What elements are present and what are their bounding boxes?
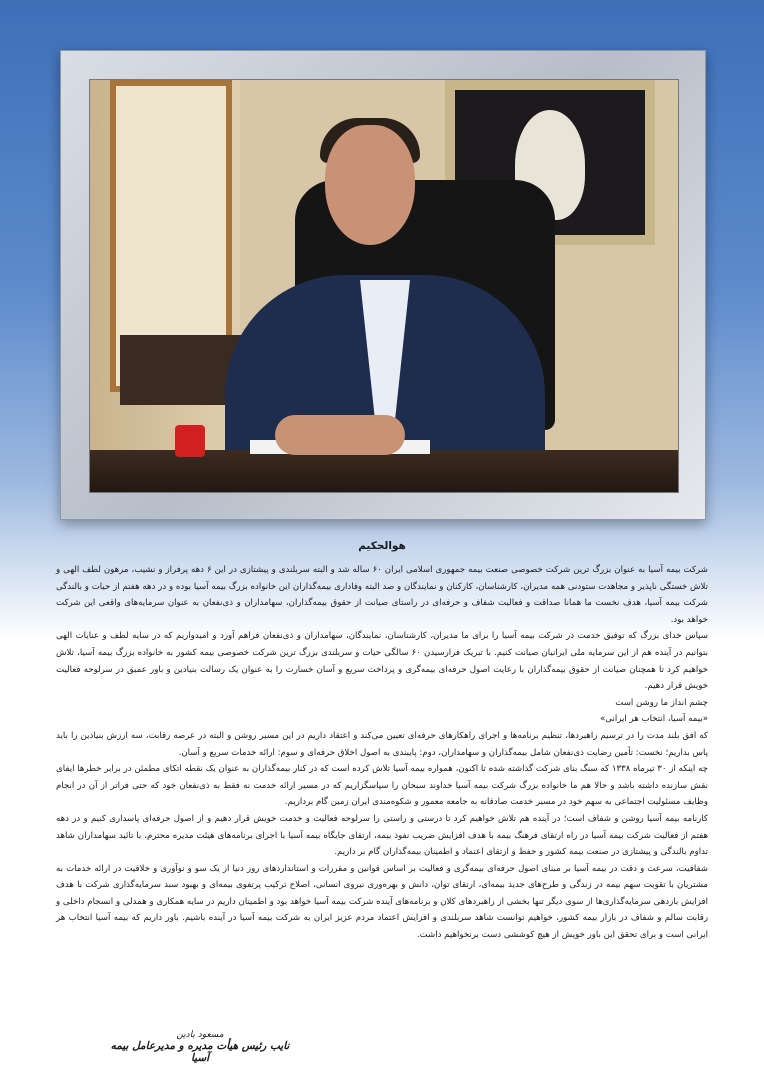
ceo-portrait-photo xyxy=(89,79,679,493)
photo-red-stamp xyxy=(175,425,205,457)
signature-name: مسعود بادین xyxy=(176,1030,224,1040)
letter-paragraph-5: کارنامه بیمه آسیا روشن و شفاف است؛ در آینده هم تلاش خواهیم کرد تا درستی و راستی را سرلوحه فعالیت و خدمت خویش قرار دهیم و از اصول حرفه‌ای پاسداری کنیم و در دهه هفتم از فعالیت شرکت بیمه آسیا در راه ارتقای فرهنگ بیمه با هدف افزایش ضریب نفوذ بیمه، ارتقای جایگاه بیمه آسیا با اجرای برنامه‌های هیئت مدیره محترم، با تائید سهامداران شاهد تداوم بالندگی و پیشتازی در صنعت بیمه کشور و حفظ و ارتقای اعتماد و اطمینان بیمه‌گذاران گام بر داریم. xyxy=(56,813,708,858)
photo-frame xyxy=(60,50,706,520)
letter-heading: هوالحکیم xyxy=(358,540,406,552)
letter-slogan: «بیمه آسیا، انتخاب هر ایرانی» xyxy=(600,714,708,725)
letter-paragraph-6: شفافیت، سرعت و دقت در بیمه آسیا بر مبنای اصول حرفه‌ای بیمه‌گری و فعالیت بر اساس قوانین و مقررات و استانداردهای روز دنیا از یک سو و نوآوری و خلاقیت در ارائه خدمات به مشتریان با تقویت سهم بیمه در زندگی و طرح‌های جدید بیمه‌ای، ارتقای توان، دانش و بهره‌وری نیروی انسانی، اصلاح ترکیب پرتفوی بیمه‌ای و بهبود سبد سرمایه‌گذاری شرکت با هدف افزایش بازدهی سرمایه‌گذاری‌ها از سوی دیگر تنها بخشی از راهبردهای کلان و برنامه‌های آینده شرکت بیمه آسیا خواهد بود و اطمینان داریم در سایه همکاری و همدلی و انسجام داخلی و رقابت سالم و شفاف در بازار بیمه کشور، خواهیم توانست شاهد سربلندی و افزایش اعتماد مردم عزیز ایران به شرکت بیمه آسیا در آینده باشیم. باور داریم که بیمه آسیا انتخاب هر ایرانی است و برای تحقق این باور خویش از هیچ کوششی دست برنخواهیم داشت. xyxy=(56,863,708,941)
letter-body xyxy=(56,540,708,944)
photo-hands xyxy=(275,415,405,455)
letter-paragraph-1: شرکت بیمه آسیا به عنوان بزرگ ترین شرکت خصوصی صنعت بیمه جمهوری اسلامی ایران ۶۰ ساله شد و البته سربلندی و پیشتازی در این ۶ دهه پرفراز و نشیب، مرهون لطف الهی و تلاش خستگی ناپذیر و مجاهدت ستودنی همه مدیران، کارشناسان، کارکنان و نمایندگان و صد البته وفاداری بیمه‌گذاران این خانواده بزرگ بیمه آسیا بوده و در دهه هفتم از حیات و بالندگی شرکت بیمه آسیا، هدف نخست ما همانا صداقت و فعالیت شفاف و حرفه‌ای در راستای صیانت از حقوق بیمه‌گذاران، سهامداران و ذی‌نفعان به عنوان سرمایه‌های واقعی این شرکت خواهد بود. xyxy=(56,565,708,625)
signature-block xyxy=(100,1030,300,1064)
letter-paragraph-3: که افق بلند مدت را در ترسیم راهبردها، تنظیم برنامه‌ها و اجرای راهکارهای حرفه‌ای تعیین می‌کند و اعتقاد داریم در این مسیر روشن و البته در عرصه رقابت، سه ارزش بنیادین را باید پاس بداریم؛ نخست: تأمین رضایت ذی‌نفعان شامل بیمه‌گذاران و سهامداران، دوم: پایبندی به اصول اخلاق حرفه‌ای و سوم: ارائه خدمات سریع و آسان. xyxy=(56,730,708,758)
signature-title: نایب رئیس هیأت مدیره و مدیرعامل بیمه آسیا xyxy=(110,1040,290,1064)
photo-face xyxy=(325,125,415,245)
letter-paragraph-2: سپاس خدای بزرگ که توفیق خدمت در شرکت بیمه آسیا را برای ما مدیران، کارشناسان، نمایندگان، سهامداران و ذی‌نفعان فراهم آورد و امیدواریم که در سایه لطف و عنایات الهی بتوانیم در آینده هم از این سرمایه ملی ایرانیان صیانت کنیم. با تبریک فرارسیدن ۶۰ سالگی حیات و سربلندی بزرگ ترین شرکت خصوصی بیمه کشور به خانواده بزرگ بیمه آسیا، تلاش خواهیم کرد تا همچنان صیانت از حقوق بیمه‌گذاران با رعایت اصول حرفه‌ای بیمه‌گری و پرداخت سریع و آسان خسارت را به عنوان یک رسالت بنیادین و باور عمیق در سرلوحه فعالیت خویش قرار دهیم. xyxy=(56,631,708,692)
letter-paragraph-4: چه اینکه از ۳۰ تیرماه ۱۳۳۸ که سنگ بنای شرکت گذاشته شده تا اکنون، همواره بیمه آسیا تلاش کرده است که در کنار بیمه‌گذاران به عنوان یک نقطه اتکای مطمئن در برابر خطرها ایفای نقش سازنده داشته باشد و حالا هم ما خانواده بزرگ شرکت بیمه آسیا خداوند سبحان را سپاسگزاریم که در مسیر ارائه خدمت نه فقط به ذی‌نفعان خود که حتی فراتر از آن در انجام وظایف مسئولیت اجتماعی به سهم خود در مسیر خدمت صادقانه به جامعه معمور و شکوه‌مندی ایران زمین گام برداریم. xyxy=(56,764,708,808)
letter-vision-line: چشم انداز ما روشن است xyxy=(615,697,708,708)
